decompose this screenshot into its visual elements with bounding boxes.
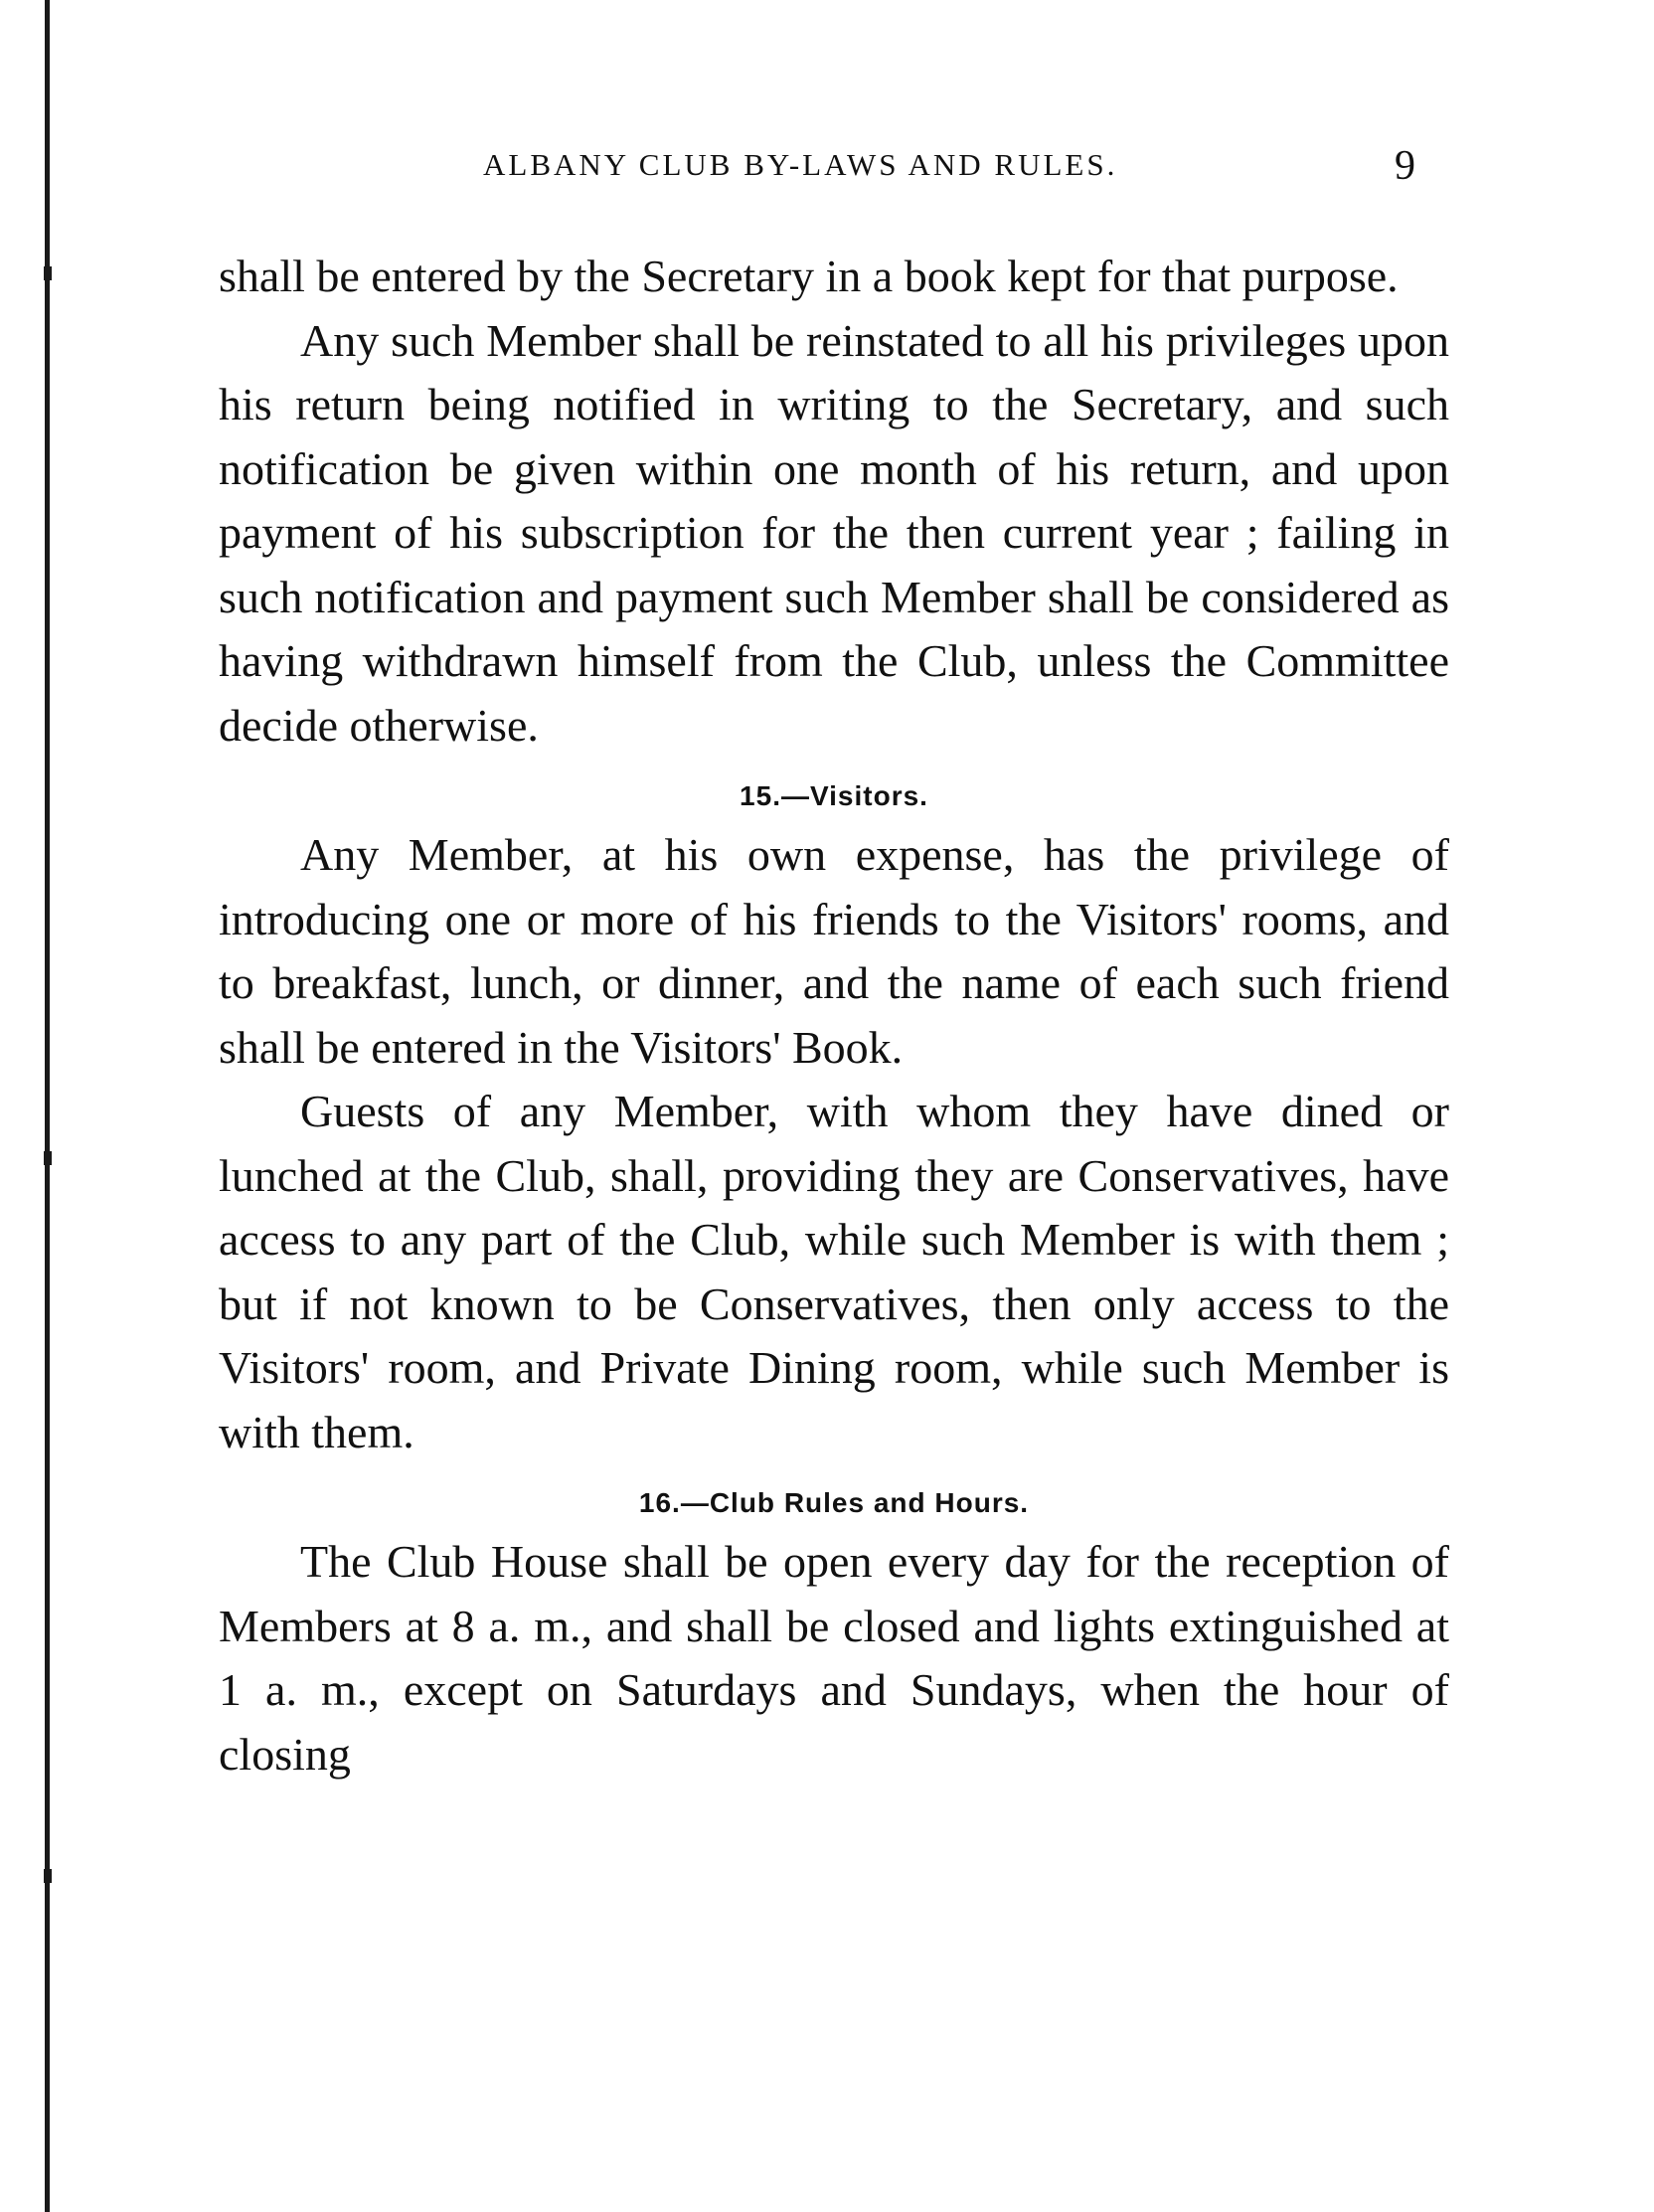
page-number: 9	[1395, 143, 1415, 189]
paragraph-reinstatement: Any such Member shall be reinstated to all his privileges upon his return being notified in writing to the Secretary, and such notification be given within one month of his return, and upon payment of his subscription for the then current year ; failing in such notification and payment such Member shall be considered as having withdrawn himself from the Club, unless the Committee decide otherwise.	[219, 314, 1449, 751]
paragraph-continuation: shall be entered by the Secretary in a book kept for that purpose.	[219, 251, 1399, 301]
paragraph-guests-access: Guests of any Member, with whom they have dined or lunched at the Club, shall, providing they are Conservatives, have access to any part of the Club, while such Member is with them ; but if not known to be Conservatives, then only access to the Visitors' room, and Private Dining room, while such Member is with them.	[219, 1086, 1449, 1457]
section-heading-visitors: 15.—Visitors.	[740, 780, 928, 811]
binding-mark	[44, 266, 52, 280]
page-body	[219, 245, 1449, 1787]
binding-mark	[44, 1151, 52, 1165]
paragraph-club-hours: The Club House shall be open every day for the reception of Members at 8 a. m., and shall be closed and lights extinguished at 1 a. m., except on Saturdays and Sundays, when the hour of closing	[219, 1536, 1449, 1780]
binding-mark	[44, 1869, 52, 1883]
paragraph-visitors-privilege: Any Member, at his own expense, has the privilege of introducing one or more of his friends to the Visitors' rooms, and to breakfast, lunch, or dinner, and the name of each such friend shall be entered in the Visitors' Book.	[219, 829, 1449, 1073]
running-head: ALBANY CLUB BY-LAWS AND RULES.	[483, 147, 1118, 182]
section-heading-club-rules: 16.—Club Rules and Hours.	[638, 1487, 1030, 1518]
